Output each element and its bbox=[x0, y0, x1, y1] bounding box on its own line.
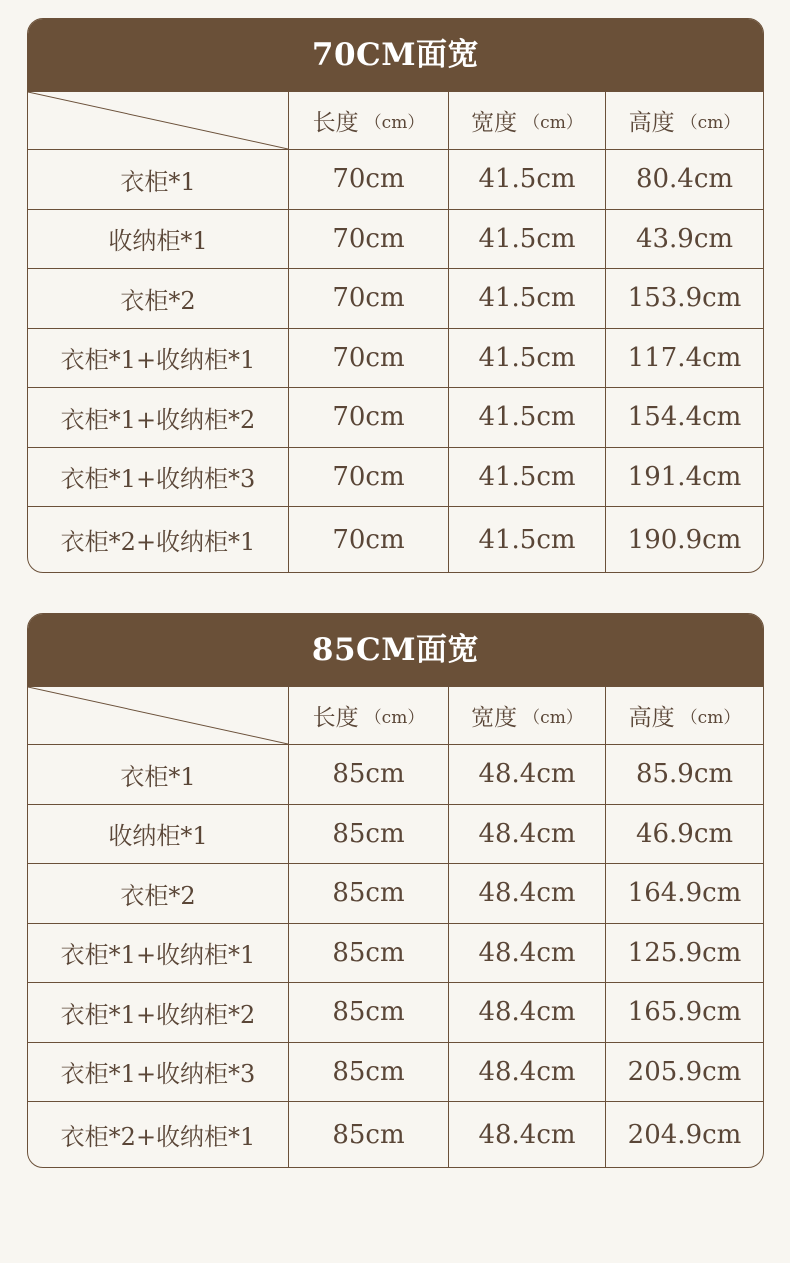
row-length: 70cm bbox=[289, 507, 449, 572]
row-height: 43.9cm bbox=[606, 210, 763, 270]
table-grid bbox=[28, 687, 763, 1167]
row-length: 85cm bbox=[289, 805, 449, 865]
header-height: 高度 （cm） bbox=[606, 92, 763, 150]
row-height: 125.9cm bbox=[606, 924, 763, 984]
row-width: 48.4cm bbox=[449, 745, 606, 805]
row-name: 衣柜*2+收纳柜*1 bbox=[28, 507, 289, 572]
diagonal-line bbox=[28, 687, 288, 744]
row-width: 48.4cm bbox=[449, 805, 606, 865]
row-width: 41.5cm bbox=[449, 269, 606, 329]
row-name: 衣柜*1+收纳柜*1 bbox=[28, 329, 289, 389]
row-length: 70cm bbox=[289, 388, 449, 448]
row-length: 85cm bbox=[289, 1043, 449, 1103]
row-name: 衣柜*1+收纳柜*3 bbox=[28, 448, 289, 508]
row-length: 70cm bbox=[289, 210, 449, 270]
row-height: 204.9cm bbox=[627, 1119, 742, 1150]
row-name: 衣柜*2+收纳柜*1 bbox=[28, 1102, 289, 1167]
row-name: 衣柜*1+收纳柜*2 bbox=[28, 983, 289, 1043]
row-length: 85cm bbox=[289, 924, 449, 984]
header-length: 长度 （cm） bbox=[289, 687, 449, 745]
size-table-85cm bbox=[27, 613, 764, 1168]
table-title: 70CM面宽 bbox=[28, 19, 763, 92]
row-height: 80.4cm bbox=[606, 150, 763, 210]
diagonal-header-cell bbox=[28, 92, 289, 150]
row-width: 41.5cm bbox=[449, 448, 606, 508]
header-width: 宽度 （cm） bbox=[449, 687, 606, 745]
row-length: 85cm bbox=[289, 1102, 449, 1167]
row-name: 衣柜*2 bbox=[28, 864, 289, 924]
row-name: 衣柜*2 bbox=[28, 269, 289, 329]
diagonal-line bbox=[28, 92, 288, 149]
row-width: 48.4cm bbox=[449, 864, 606, 924]
row-name: 衣柜*1 bbox=[28, 150, 289, 210]
row-height: 190.9cm bbox=[627, 524, 742, 555]
row-height: 154.4cm bbox=[606, 388, 763, 448]
row-height: 85.9cm bbox=[606, 745, 763, 805]
row-height: 165.9cm bbox=[606, 983, 763, 1043]
row-width: 41.5cm bbox=[449, 507, 606, 572]
row-length: 85cm bbox=[289, 745, 449, 805]
row-width: 48.4cm bbox=[449, 1102, 606, 1167]
row-height: 205.9cm bbox=[606, 1043, 763, 1103]
row-width: 41.5cm bbox=[449, 210, 606, 270]
diagonal-header-cell bbox=[28, 687, 289, 745]
row-name: 收纳柜*1 bbox=[28, 210, 289, 270]
row-width: 41.5cm bbox=[449, 150, 606, 210]
header-length: 长度 （cm） bbox=[289, 92, 449, 150]
table-grid bbox=[28, 92, 763, 572]
table-title: 85CM面宽 bbox=[28, 614, 763, 687]
row-length: 85cm bbox=[289, 864, 449, 924]
row-width: 41.5cm bbox=[449, 329, 606, 389]
row-width: 48.4cm bbox=[449, 924, 606, 984]
row-height: 117.4cm bbox=[606, 329, 763, 389]
row-width: 48.4cm bbox=[449, 983, 606, 1043]
row-width: 41.5cm bbox=[449, 388, 606, 448]
row-length: 85cm bbox=[289, 983, 449, 1043]
row-name: 衣柜*1 bbox=[28, 745, 289, 805]
row-name: 衣柜*1+收纳柜*1 bbox=[28, 924, 289, 984]
row-height: 46.9cm bbox=[606, 805, 763, 865]
row-length: 70cm bbox=[289, 150, 449, 210]
row-name: 收纳柜*1 bbox=[28, 805, 289, 865]
size-table-70cm bbox=[27, 18, 764, 573]
header-width: 宽度 （cm） bbox=[449, 92, 606, 150]
row-length: 70cm bbox=[289, 269, 449, 329]
row-name: 衣柜*1+收纳柜*2 bbox=[28, 388, 289, 448]
row-length: 70cm bbox=[289, 329, 449, 389]
row-length: 70cm bbox=[289, 448, 449, 508]
header-height: 高度 （cm） bbox=[606, 687, 763, 745]
row-height: 164.9cm bbox=[606, 864, 763, 924]
row-height: 191.4cm bbox=[606, 448, 763, 508]
row-height: 153.9cm bbox=[606, 269, 763, 329]
row-name: 衣柜*1+收纳柜*3 bbox=[28, 1043, 289, 1103]
row-width: 48.4cm bbox=[449, 1043, 606, 1103]
